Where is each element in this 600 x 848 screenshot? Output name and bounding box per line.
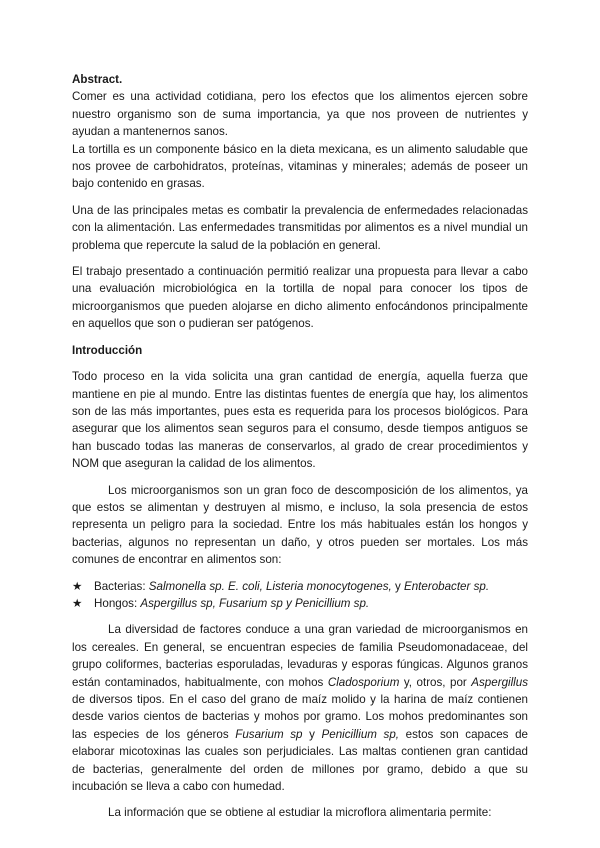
list-item-fungi (72, 595, 528, 612)
bacteria-conjunction: y (391, 579, 404, 593)
p3-genus-cladosporium: Cladosporium (327, 675, 400, 689)
abstract-heading: Abstract. (72, 73, 123, 86)
intro-paragraph-4: La información que se obtiene al estudiar la microflora alimentaria permite: (108, 806, 492, 820)
star-bullet-icon: ★ (72, 579, 83, 593)
abstract-paragraph-3: Una de las principales metas es combatir la prevalencia de enfermedades relacionadas con la alimentación. Las enfermedades transmitidas por alimentos es a nivel mundial un problema que repercute la salud de la población en general. (72, 203, 528, 252)
intro-paragraph-1: Todo proceso en la vida solicita una gran cantidad de energía, aquella fuerza que mantiene en pie al mundo. Entre las distintas fuentes de energía que hay, los alimentos son de las más importantes, pues esta es requerida para los procesos biológicos. Para asegurar que los alimentos sean seguros para el consumo, desde tiempos antiguos se han buscado todas las maneras de conservarlos, al grado de crear procedimientos y NOM que aseguran la calidad de los alimentos. (72, 370, 528, 471)
organism-list (72, 578, 528, 613)
p3-genus-aspergillus: Aspergillus (471, 675, 528, 689)
abstract-paragraph-2: La tortilla es un componente básico en la dieta mexicana, es un alimento saludable que nos provee de carbohidratos, proteínas, vitaminas y minerales; además de poseer un bajo contenido en grasas. (72, 142, 528, 191)
bacteria-label: Bacterias: (94, 579, 149, 593)
p3-genus-fusarium: Fusarium sp (235, 727, 303, 741)
text-column (72, 71, 528, 822)
p3-text-1: La diversidad de factores conduce a una gran variedad de microorganismos en los cereales. En general, se encuentran especies de familia Pseudomonadaceae, del grupo coliformes, bacterias esporuladas, levaduras y esporas fúngicas. Algunos granos están contaminados, habitualmente, con mohos (72, 623, 528, 689)
intro-heading: Introducción (72, 343, 143, 357)
list-item-bacteria (72, 578, 528, 595)
p3-genus-penicillium: Penicillium sp, (321, 727, 400, 741)
p3-text-2: y, otros, por (399, 675, 472, 689)
p3-text-3: de diversos tipos. En el caso del grano de maíz molido y la harina de maíz contienen desde varios cientos de bacterias y mohos por gramo. Los mohos predominantes son las especies de los géneros (72, 693, 528, 741)
fungi-label: Hongos: (94, 596, 141, 610)
abstract-paragraph-4: El trabajo presentado a continuación permitió realizar una propuesta para llevar a cabo una evaluación microbiológica en la tortilla de nopal para conocer los tipos de microorganismos que pueden alojarse en dicho alimento enfocándonos principalmente en aquellos que son o pudieran ser patógenos. (72, 265, 528, 331)
bacteria-species: Salmonella sp. E. coli, Listeria monocytogenes, (148, 579, 392, 593)
p3-text-5: estos son capaces de elaborar micotoxinas las cuales son perjudiciales. Las maltas contienen gran cantidad de bacterias, generalmente del orden de millones por gramo, debido a que su incubación se lleva a cabo con humedad. (72, 727, 528, 794)
bacteria-species-2: Enterobacter sp. (403, 579, 490, 593)
abstract-paragraph-1: Comer es una actividad cotidiana, pero los efectos que los alimentos ejercen sobre nuestro organismo son de suma importancia, ya que nos proveen de nutrientes y ayudan a mantenernos sanos. (72, 90, 528, 139)
intro-paragraph-3 (72, 621, 528, 795)
p3-text-4: y (302, 727, 322, 741)
intro-paragraph-2: Los microorganismos son un gran foco de descomposición de los alimentos, ya que estos se alimentan y destruyen al mismo, e incluso, la sola presencia de estos representa un peligro para la sociedad. Entre los más habituales están los hongos y bacterias, algunos no representan un daño, y otros pueden ser mortales. Los más comunes de encontrar en alimentos son: (72, 483, 528, 567)
fungi-species: Aspergillus sp, Fusarium sp y Penicillium sp. (140, 596, 370, 610)
star-bullet-icon: ★ (72, 596, 83, 610)
